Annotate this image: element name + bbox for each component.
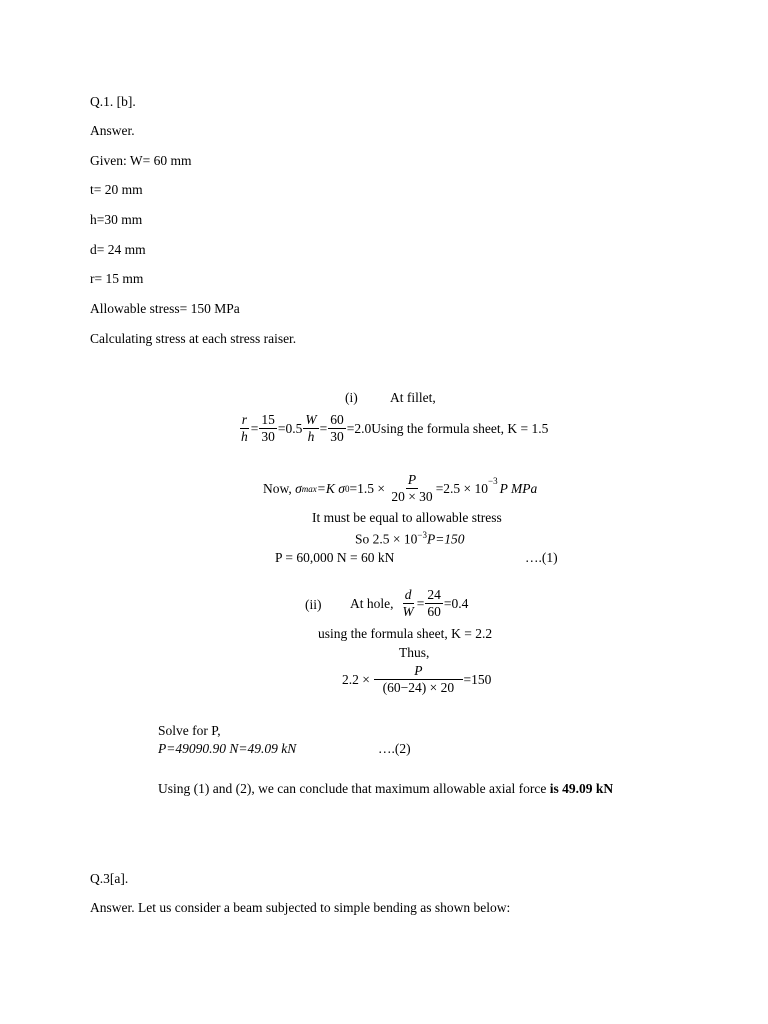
equals: = [416,595,425,611]
p-result: P = 60,000 N = 60 kN [275,550,395,565]
ratio-value: =2.0 [346,420,372,436]
answer-label: Answer. [90,123,135,138]
fraction-numerator: 15 [261,412,275,427]
part1-label: (i) [345,390,358,405]
fraction-numerator: W [305,412,317,427]
fraction-denominator: 30 [330,429,344,444]
fraction-denominator: 60 [427,604,441,619]
fraction-numerator: P [374,663,462,680]
fraction-denominator: h [241,429,248,444]
rhs: =150 [463,671,492,687]
exponent: −3 [488,476,498,486]
lhs: 2.2 × [342,671,374,687]
result: =2.5 × 10 [435,480,489,496]
stress-equation [263,472,537,505]
fraction-denominator: 30 [261,429,275,444]
hole-stress-equation [342,663,491,696]
given-line: Allowable stress= 150 MPa [90,301,240,316]
question-heading: Q.3[a]. [90,871,129,886]
formula-k: Using the formula sheet, K = 1.5 [371,420,549,436]
k-sigma: =K σ [316,480,345,496]
now-prefix: Now, [263,480,296,496]
ratio-value: =0.4 [443,595,469,611]
given-line: t= 20 mm [90,182,143,197]
part1-title: At fillet, [390,390,436,405]
so-prefix: So 2.5 × 10 [355,531,418,547]
conclusion [158,781,613,797]
fraction-numerator: r [241,412,247,427]
formula-k: using the formula sheet, K = 2.2 [318,626,493,641]
fillet-ratio-equation [238,412,548,445]
fraction-numerator: 60 [330,412,344,427]
equation-number: ….(1) [525,550,558,565]
hole-ratio-equation [350,587,468,620]
fraction-denominator: 20 × 30 [391,489,433,504]
fraction-denominator: h [307,429,315,444]
given-line: r= 15 mm [90,271,144,286]
question-heading: Q.1. [b]. [90,94,136,109]
ratio-value: =0.5 [277,420,303,436]
given-line: h=30 mm [90,212,143,227]
fraction-numerator: P [407,472,417,487]
fraction-numerator: 24 [427,587,441,602]
equals: = [319,420,328,436]
fraction-numerator: d [404,587,412,602]
must-equal-text: It must be equal to allowable stress [312,510,502,525]
thus-text: Thus, [399,645,430,660]
sigma-symbol: σ [295,480,302,496]
fraction-denominator: (60−24) × 20 [382,680,455,695]
given-line: Given: W= 60 mm [90,153,192,168]
solve-text: Solve for P, [158,723,221,738]
part2-label: (ii) [305,597,322,612]
exponent: −3 [417,530,427,540]
unit: P MPa [499,480,538,496]
so-suffix: P=150 [426,531,465,547]
equation-number: ….(2) [378,741,411,756]
fraction-denominator: W [402,604,414,619]
given-line: d= 24 mm [90,242,146,257]
subscript-zero: 0 [344,483,350,494]
conclusion-text: Using (1) and (2), we can conclude that maximum allowable axial force [158,781,550,796]
so-equation [355,530,465,548]
part2-title: At hole, [350,595,394,611]
subscript-max: max [301,483,317,494]
calc-intro: Calculating stress at each stress raiser. [90,331,297,346]
p-final: P=49090.90 N=49.09 kN [158,741,297,756]
answer-text: Answer. Let us consider a beam subjected to simple bending as shown below: [90,900,511,915]
multiplier: =1.5 × [349,480,389,496]
conclusion-bold: is 49.09 kN [549,781,614,796]
equals: = [250,420,259,436]
